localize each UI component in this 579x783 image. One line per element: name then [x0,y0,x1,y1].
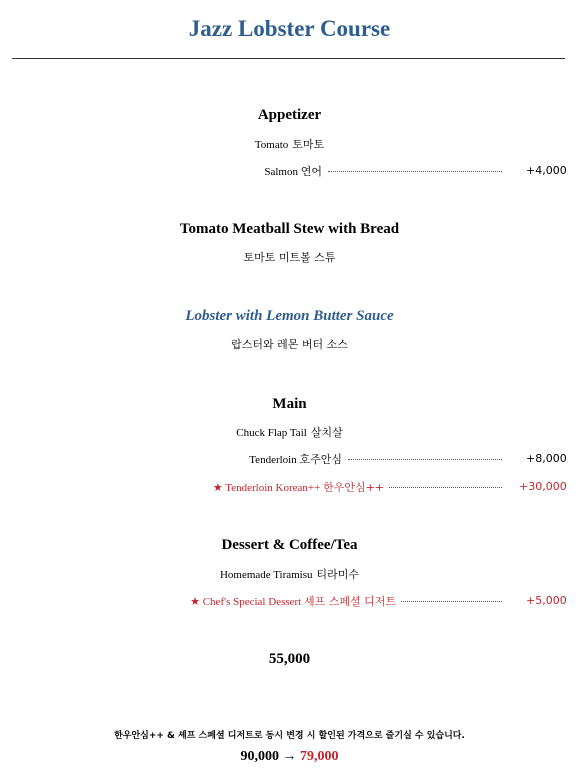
main-item-tenderloin-ko: 호주안심 [299,453,342,466]
combo-discounted-price: 79,000 [300,749,339,764]
star-icon: ★ [190,596,200,608]
appetizer-item-tomato-ko: 토마토 [292,138,325,151]
combo-original-price: 90,000 [240,749,279,764]
price-leader [348,459,502,460]
main-item-tenderloin-korean-en: Tenderloin Korean++ [225,482,321,494]
dessert-item-tiramisu [0,565,579,583]
arrow-icon: → [282,749,297,764]
appetizer-item-salmon-en: Salmon [264,166,298,178]
main-item-chuck-flap-en: Chuck Flap Tail [236,427,307,439]
appetizer-salmon-price: +4,000 [526,164,567,177]
main-tenderloin-price: +8,000 [526,452,567,465]
main-item-tenderloin-korean-ko: 한우안심++ [323,481,384,494]
main-heading: Main [272,396,307,412]
dessert-heading: Dessert & Coffee/Tea [221,537,358,553]
main-item-tenderloin-korean [100,479,384,492]
price-leader [389,487,502,488]
page-title: Jazz Lobster Course [188,16,391,41]
dessert-item-chef-special [80,593,396,606]
appetizer-item-tomato [0,135,579,153]
appetizer-heading: Appetizer [257,107,322,123]
main-tenderloin-korean-price: +30,000 [519,480,567,493]
stew-heading: Tomato Meatball Stew with Bread [179,221,400,237]
main-item-tenderloin-en: Tenderloin [249,454,297,466]
appetizer-item-salmon [150,163,322,176]
lobster-ko: 랍스터와 레몬 버터 소스 [231,338,348,351]
appetizer-item-salmon-ko: 연어 [300,165,322,178]
dessert-item-chef-special-en: Chef's Special Dessert [202,596,302,608]
main-item-chuck-flap-ko: 살치살 [310,426,343,439]
combo-note: 한우안심++ & 셰프 스페셜 디저트로 동시 변경 시 할인된 가격으로 즐기실 수 있습니다. [114,731,465,741]
dessert-item-tiramisu-ko: 티라미수 [316,568,360,581]
price-leader [401,601,502,602]
appetizer-item-tomato-en: Tomato [254,139,289,151]
combo-price [0,749,579,765]
title-divider [12,58,565,59]
star-icon: ★ [212,482,223,494]
dessert-item-tiramisu-en: Homemade Tiramisu [219,569,313,581]
dessert-item-chef-special-ko: 셰프 스페셜 디저트 [303,595,396,608]
main-item-tenderloin [150,451,342,464]
lobster-heading: Lobster with Lemon Butter Sauce [185,308,394,324]
dessert-chef-special-price: +5,000 [526,594,567,607]
total-price: 55,000 [268,651,311,667]
main-item-chuck-flap [0,423,579,441]
stew-ko: 토마토 미트볼 스튜 [243,251,336,264]
price-leader [328,171,502,172]
